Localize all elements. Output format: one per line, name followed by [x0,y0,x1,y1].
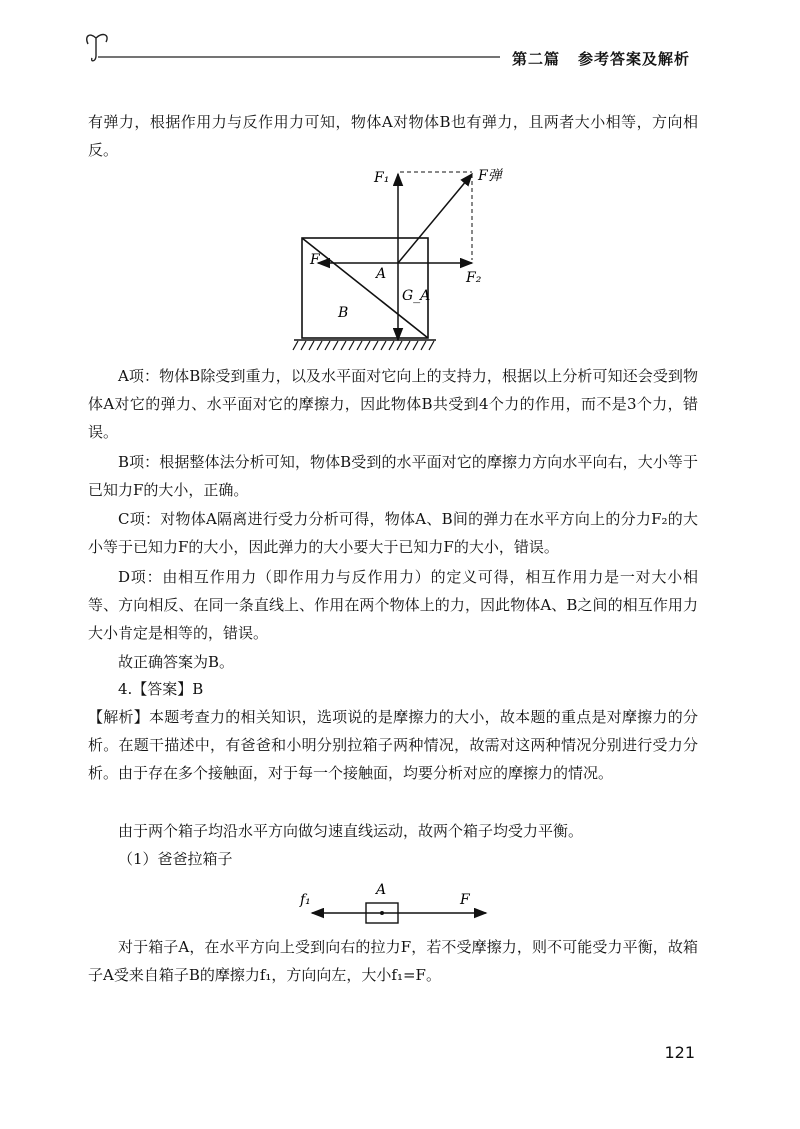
paragraph-option-b: B项：根据整体法分析可知，物体B受到的水平面对它的摩擦力方向水平向右，大小等于已知力F的大小，正确。 [88,453,698,499]
label-ga: G_A [402,288,431,304]
label-b: B [338,305,349,321]
label-f1: F₁ [374,170,390,186]
page-header [80,30,700,70]
header-section-title: 参考答案及解析 [577,50,690,68]
label-a: A [376,266,387,282]
paragraph-option-a: A项：物体B除受到重力，以及水平面对它向上的支持力，根据以上分析可知还会受到物体A对它的弹力、水平面对它的摩擦力，因此物体B共受到4个力的作用，而不是3个力，错误。 [88,367,698,441]
force-diagram-blocks [290,160,550,356]
page-number: 121 [664,1043,695,1062]
label-f: F [310,252,320,268]
header-part: 第二篇 [511,50,560,68]
force-fbounce-arrow [398,174,472,263]
paragraph-1: 有弹力，根据作用力与反作用力可知，物体A对物体B也有弹力，且两者大小相等，方向相反。 [88,113,698,159]
label-box-a: A [376,882,387,898]
paragraph-conclusion: 故正确答案为B。 [118,653,235,671]
paragraph-analysis: 【解析】本题考查力的相关知识，选项说的是摩擦力的大小，故本题的重点是对摩擦力的分析。在题干描述中，有爸爸和小明分别拉箱子两种情况，故需对这两种情况分别进行受力分析。由于存在多个接触面，对于每一个接触面，均要分析对应的摩擦力的情况。 [88,708,698,782]
paragraph-option-d: D项：由相互作用力（即作用力与反作用力）的定义可得，相互作用力是一对大小相等、方向相反、在同一条直线上、作用在两个物体上的力，因此物体A、B之间的相互作用力大小肯定是相等的，错误。 [88,568,698,642]
label-pull-f: F [460,892,470,908]
paragraph-balance: 由于两个箱子均沿水平方向做匀速直线运动，故两个箱子均受力平衡。 [118,822,584,840]
label-friction-f1: f₁ [300,892,311,908]
paragraph-case-1: （1）爸爸拉箱子 [118,850,233,868]
force-diagram-box-a [290,876,510,932]
paragraph-box-a-analysis: 对于箱子A，在水平方向上受到向右的拉力F，若不受摩擦力，则不可能受力平衡，故箱子A受来自箱子B的摩擦力f₁，方向向左，大小f₁=F。 [88,938,698,984]
header-title [512,48,690,69]
label-f2: F₂ [466,270,482,286]
paragraph-option-c: C项：对物体A隔离进行受力分析可得，物体A、B间的弹力在水平方向上的分力F₂的大小等于已知力F的大小，因此弹力的大小要大于已知力F的大小，错误。 [88,510,698,556]
paragraph-answer-4: 4.【答案】B [118,680,204,698]
ground-hatching [293,341,434,350]
label-fbounce: F弹 [478,168,502,184]
